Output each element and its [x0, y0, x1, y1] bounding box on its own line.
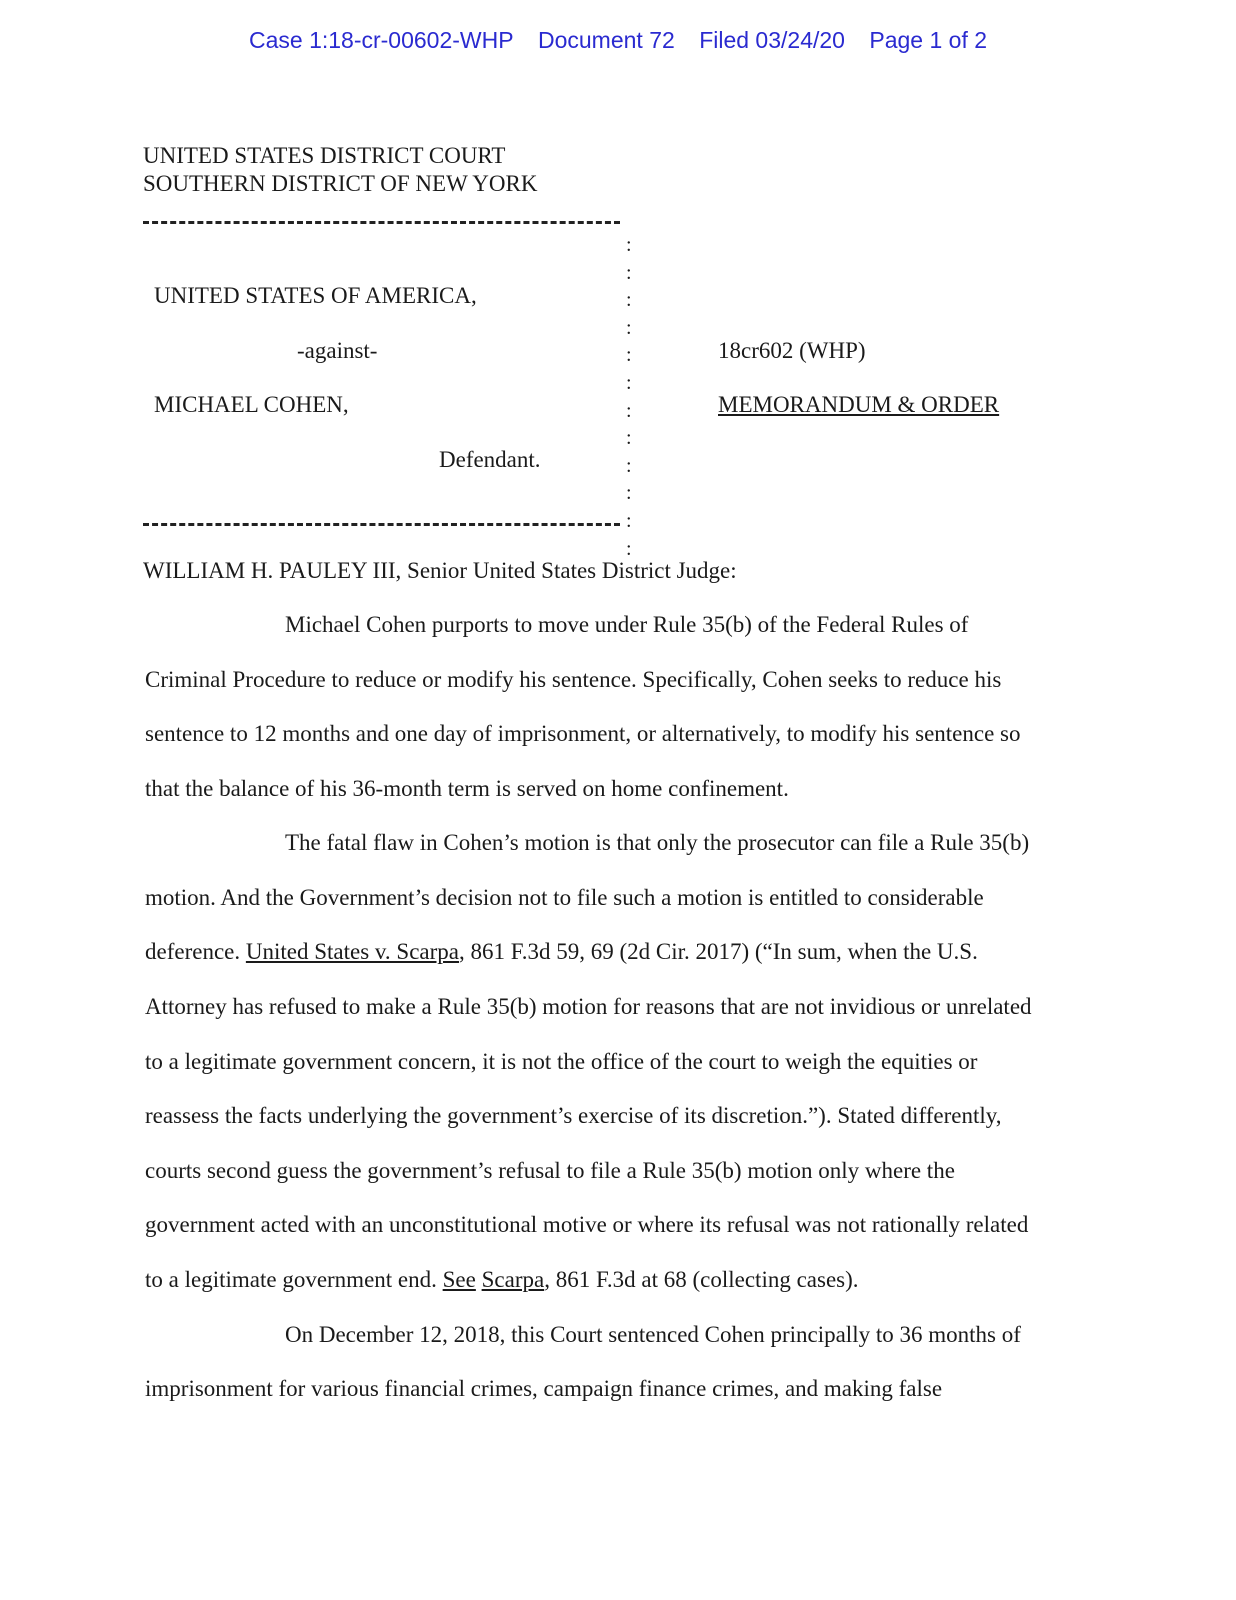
- defendant-name: MICHAEL COHEN,: [154, 392, 349, 417]
- case-header: [0, 27, 1236, 54]
- body-line: [145, 939, 978, 965]
- text-run: , 861 F.3d at 68 (collecting cases).: [544, 1267, 859, 1292]
- body-line: Attorney has refused to make a Rule 35(b) motion for reasons that are not invidious or unrelated: [145, 994, 1032, 1019]
- body-line: On December 12, 2018, this Court sentenced Cohen principally to 36 months of: [285, 1322, 1021, 1347]
- body-line: courts second guess the government’s refusal to file a Rule 35(b) motion only where the: [145, 1158, 955, 1183]
- case-citation: Scarpa: [481, 1267, 545, 1292]
- body-line: to a legitimate government concern, it is not the office of the court to weigh the equities or: [145, 1049, 978, 1074]
- document-title: [718, 392, 999, 418]
- document-title-text: MEMORANDUM & ORDER: [718, 392, 1000, 417]
- document-number: Document 72: [537, 27, 675, 53]
- signal-see: See: [442, 1267, 476, 1292]
- body-line: Criminal Procedure to reduce or modify his sentence. Specifically, Cohen seeks to reduce his: [145, 667, 1002, 692]
- body-line: The fatal flaw in Cohen’s motion is that only the prosecutor can file a Rule 35(b): [285, 830, 1030, 855]
- body-line: Michael Cohen purports to move under Rule 35(b) of the Federal Rules of: [285, 612, 969, 637]
- plaintiff-name: UNITED STATES OF AMERICA,: [154, 283, 477, 308]
- court-name-line1: UNITED STATES DISTRICT COURT: [143, 143, 506, 168]
- body-line: [145, 1267, 859, 1293]
- docket-number: 18cr602 (WHP): [718, 338, 866, 363]
- page-number: Page 1 of 2: [869, 27, 988, 53]
- text-run: , 861 F.3d 59, 69 (2d Cir. 2017) (“In sum, when the U.S.: [459, 939, 978, 964]
- case-number: Case 1:18-cr-00602-WHP: [248, 27, 514, 53]
- body-line: that the balance of his 36-month term is served on home confinement.: [145, 776, 789, 801]
- body-line: imprisonment for various financial crimes, campaign finance crimes, and making false: [145, 1376, 943, 1401]
- text-run: to a legitimate government end.: [145, 1267, 443, 1292]
- text-run: deference.: [145, 939, 246, 964]
- body-line: government acted with an unconstitutional motive or where its refusal was not rationally related: [145, 1212, 1029, 1237]
- court-name-line2: SOUTHERN DISTRICT OF NEW YORK: [143, 171, 538, 196]
- body-line: reassess the facts underlying the government’s exercise of its discretion.”). Stated differently,: [145, 1103, 1002, 1128]
- caption-colon-column: : : : : : : : : : : : :: [626, 234, 632, 560]
- filed-date: Filed 03/24/20: [699, 27, 845, 53]
- caption-top-rule: [143, 221, 620, 224]
- case-citation: United States v. Scarpa: [245, 939, 459, 964]
- defendant-label: Defendant.: [439, 447, 541, 472]
- body-line: sentence to 12 months and one day of imprisonment, or alternatively, to modify his sentence so: [145, 721, 1021, 746]
- versus-label: -against-: [297, 338, 378, 363]
- judge-line: WILLIAM H. PAULEY III, Senior United States District Judge:: [143, 558, 737, 583]
- caption-bottom-rule: [143, 523, 620, 526]
- body-line: motion. And the Government’s decision not to file such a motion is entitled to considerable: [145, 885, 984, 910]
